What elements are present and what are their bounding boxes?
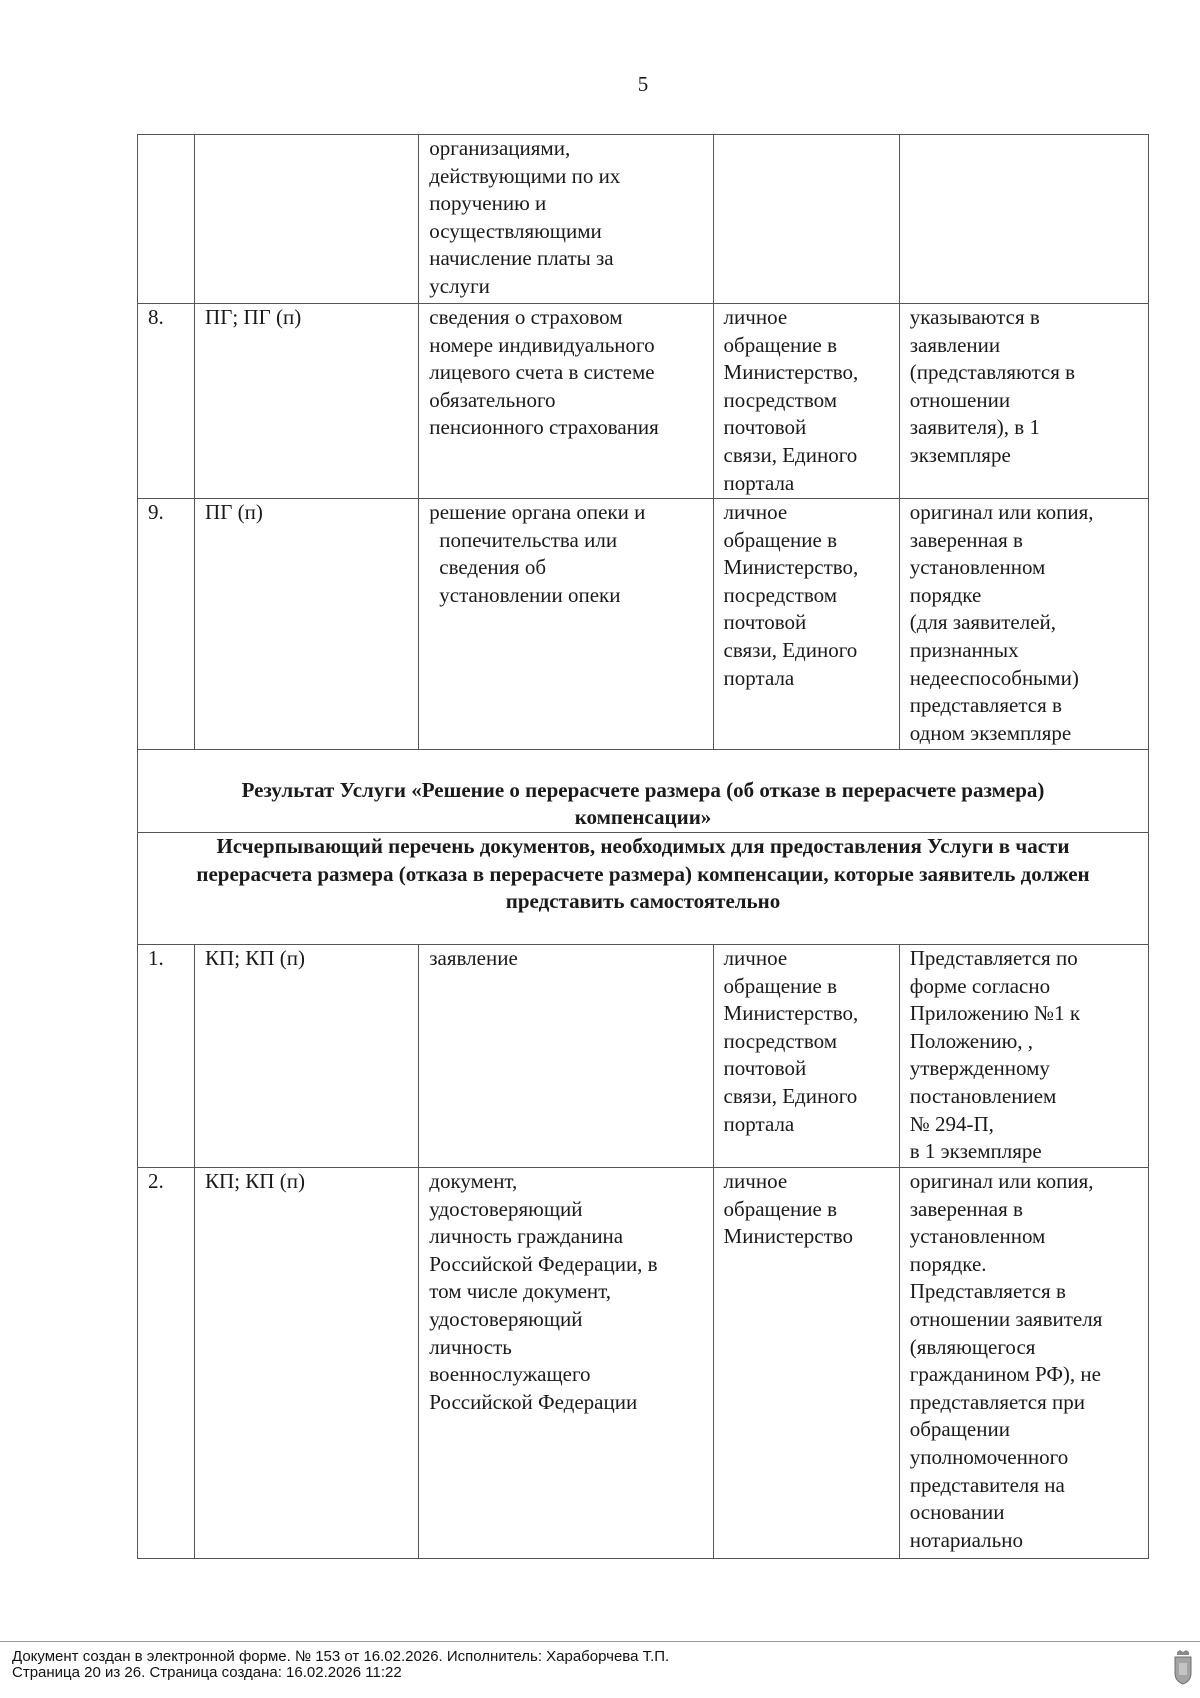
table-row — [138, 945, 1149, 1168]
row-note — [899, 135, 1148, 304]
coat-of-arms-icon — [1173, 1649, 1193, 1685]
row-note: оригинал или копия, заверенная в установленном порядке (для заявителей, признанных недееспособными) представляется в одном экземпляре — [899, 499, 1148, 750]
table-row — [138, 1168, 1149, 1559]
table-row — [138, 304, 1149, 499]
row-document: сведения о страховом номере индивидуального лицевого счета в системе обязательного пенсионного страхования — [419, 304, 713, 499]
section-subtitle: Исчерпывающий перечень документов, необходимых для предоставления Услуги в части перерасчета размера (отказа в перерасчете размера) компенсации, которые заявитель должен представить самостоятельно — [138, 833, 1149, 945]
row-document — [419, 499, 713, 750]
row-method — [713, 135, 899, 304]
table-row — [138, 135, 1149, 304]
row-method: личное обращение в Министерство, посредством почтовой связи, Единого портала — [713, 304, 899, 499]
row-document: документ, удостоверяющий личность гражданина Российской Федерации, в том числе документ, удостоверяющий личность военнослужащего Российской Федерации — [419, 1168, 713, 1559]
row-note: оригинал или копия, заверенная в установленном порядке. Представляется в отношении заявителя (являющегося гражданином РФ), не представляется при обращении уполномоченного представителя на основании нотариально — [899, 1168, 1148, 1559]
section-title-row — [138, 750, 1149, 833]
row-code — [195, 135, 419, 304]
row-number: 9. — [138, 499, 195, 750]
row-note: указываются в заявлении (представляются в отношении заявителя), в 1 экземпляре — [899, 304, 1148, 499]
footer-divider — [0, 1641, 1200, 1642]
row-document: заявление — [419, 945, 713, 1168]
documents-table — [137, 134, 1149, 1559]
row-method: личное обращение в Министерство — [713, 1168, 899, 1559]
row-document-rest: попечительства или сведения об установлении опеки — [439, 527, 621, 607]
row-code: КП; КП (п) — [195, 945, 419, 1168]
row-document-first-line: решение органа опеки и — [429, 500, 646, 524]
section-title: Результат Услуги «Решение о перерасчете размера (об отказе в перерасчете размера) компенсации» — [138, 750, 1149, 833]
row-code: ПГ; ПГ (п) — [195, 304, 419, 499]
row-document: организациями, действующими по их поручению и осуществляющими начисление платы за услуги — [419, 135, 713, 304]
row-number — [138, 135, 195, 304]
footer-line-2: Страница 20 из 26. Страница создана: 16.02.2026 11:22 — [12, 1663, 402, 1681]
page-number: 5 — [637, 72, 649, 96]
row-note: Представляется по форме согласно Приложению №1 к Положению, , утвержденному постановлением № 294-П, в 1 экземпляре — [899, 945, 1148, 1168]
table-row — [138, 499, 1149, 750]
row-method: личное обращение в Министерство, посредством почтовой связи, Единого портала — [713, 945, 899, 1168]
footer — [12, 1649, 669, 1680]
row-number: 1. — [138, 945, 195, 1168]
row-number: 8. — [138, 304, 195, 499]
row-code: КП; КП (п) — [195, 1168, 419, 1559]
section-subtitle-row — [138, 833, 1149, 945]
row-code: ПГ (п) — [195, 499, 419, 750]
footer-line-1: Документ создан в электронной форме. № 153 от 16.02.2026. Исполнитель: Хараборчева Т.П. — [12, 1648, 670, 1665]
row-number: 2. — [138, 1168, 195, 1559]
row-method: личное обращение в Министерство, посредством почтовой связи, Единого портала — [713, 499, 899, 750]
